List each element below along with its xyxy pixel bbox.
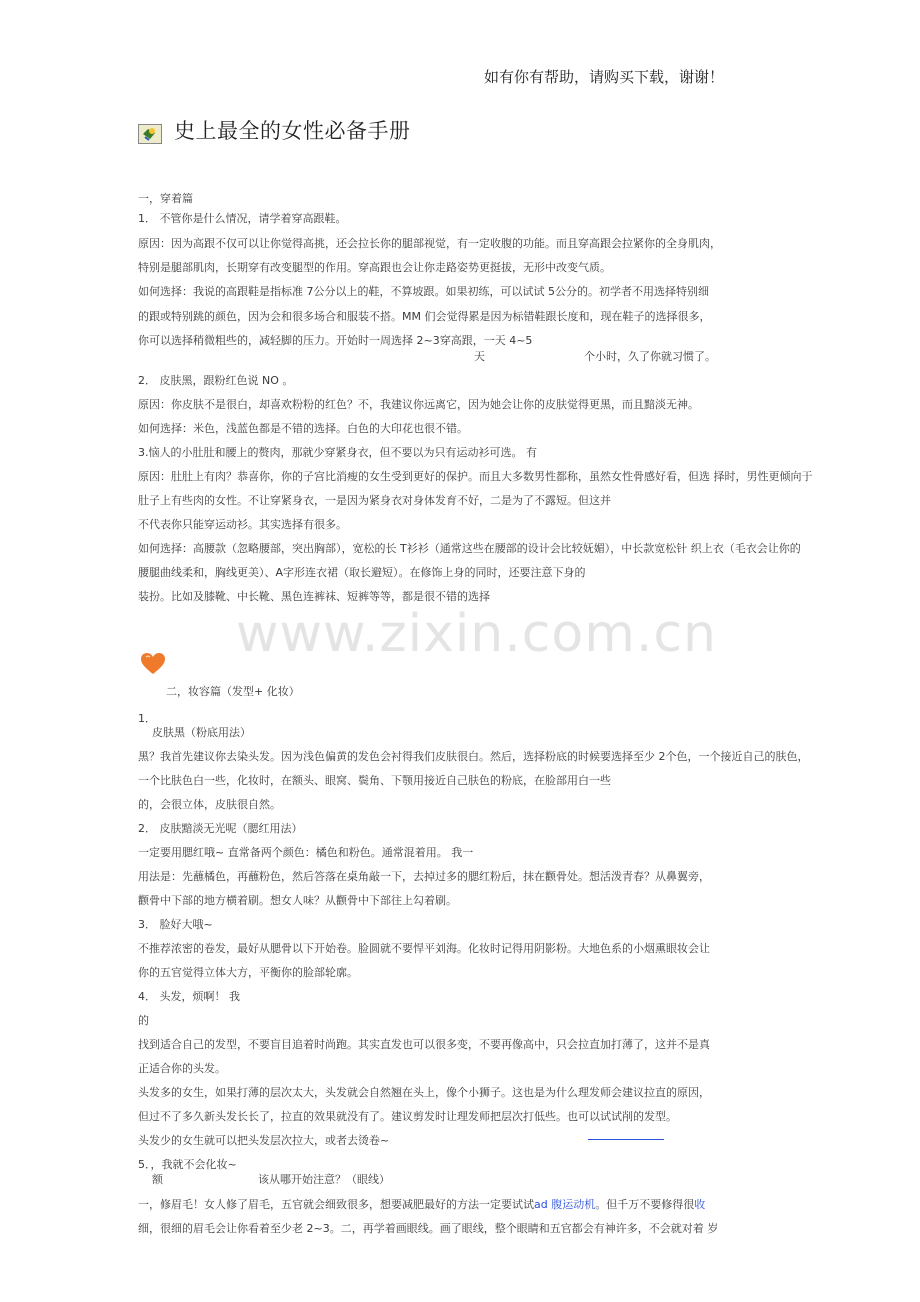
- item-number: 1．: [138, 712, 156, 725]
- paragraph-line: 一定要用腮红哦~ 直常备两个颜色：橘色和粉色。通常混着用。 我一: [138, 846, 474, 859]
- paragraph-line: 如何选择：高腰款（忽略腰部，突出胸部），宽松的长 T衫衫（通常这些在腰部的设计会比较妩媚），中长款宽松针 织上衣（毛衣会让你的: [138, 542, 801, 555]
- paragraph-line: 3.恼人的小肚肚和腰上的赘肉，那就少穿紧身衣，但不要以为只有运动衫可选。 有: [138, 446, 537, 459]
- paragraph-line: 用法是：先蘸橘色，再蘸粉色，然后答落在桌角敲一下，去掉过多的腮红粉后，抹在颧骨处。想活泼青春？从鼻翼旁，: [138, 870, 710, 883]
- paragraph-line: 头发少的女生就可以把头发层次拉大，或者去烫卷~: [138, 1134, 390, 1147]
- item-title: 皮肤黑（粉底用法）: [152, 726, 251, 739]
- paragraph-line: 一个比肤色白一些，化妆时，在额头、眼窝、鬓角、下颚用接近自己肤色的粉底，在脸部用白一些: [138, 774, 611, 787]
- paragraph-line: 原因：因为高跟不仅可以让你觉得高挑，还会拉长你的腿部视觉，有一定收腹的功能。而且穿高跟会拉紧你的全身肌肉，: [138, 237, 721, 250]
- paragraph-fragment: 天: [474, 350, 485, 363]
- paragraph-line: 5．，我就不会化妆~: [138, 1158, 237, 1171]
- document-icon: [138, 124, 162, 144]
- paragraph-line: 3． 脸好大哦~: [138, 918, 213, 931]
- paragraph-line: 如何选择：米色，浅蓝色都是不错的选择。白色的大印花也很不错。: [138, 422, 468, 435]
- ad-link[interactable]: ad 腹运动机: [534, 1198, 596, 1211]
- paragraph-line: 1． 不管你是什么情况，请学着穿高跟鞋。: [138, 212, 347, 225]
- section2-heading: 二，妆容篇（发型+ 化妆）: [166, 685, 300, 698]
- paragraph-line: 细，很细的眉毛会让你看着至少老 2~3。二，再学着画眼线。画了眼线，整个眼睛和五官都会有神许多，不会就对着 岁: [138, 1222, 719, 1235]
- paragraph-line: 正适合你的头发。: [138, 1062, 226, 1075]
- watermark: www.zixin.com.cn: [236, 604, 717, 664]
- header-note: 如有你有帮助，请购买下载，谢谢！: [483, 68, 724, 86]
- paragraph-line: 你的五官觉得立体大方，平衡你的脸部轮廓。: [138, 966, 358, 979]
- paragraph-line: 2． 皮肤黑，跟粉红色说 NO 。: [138, 374, 294, 387]
- paragraph-text: 一，修眉毛！女人修了眉毛，五官就会细致很多，想要减肥最好的方法一定要试试: [138, 1198, 534, 1211]
- paragraph-fragment: 额: [152, 1173, 163, 1186]
- section1-heading: 一，穿着篇: [138, 192, 193, 205]
- paragraph-line: 原因：肚肚上有肉？恭喜你，你的子宫比消瘦的女生受到更好的保护。而且大多数男性都称，虽然女性骨感好看，但选 择时，男性更倾向于: [138, 470, 813, 483]
- paragraph-fragment: 个小时，久了你就习惯了。: [584, 350, 716, 363]
- paragraph-line: 颧骨中下部的地方横着刷。想女人味？从颧骨中下部往上勾着刷。: [138, 894, 457, 907]
- ad-link[interactable]: 收: [694, 1198, 706, 1211]
- paragraph-line: 腰腿曲线柔和，胸线更美）、A字形连衣裙（取长避短）。在修饰上身的同时，还要注意下身的: [138, 566, 586, 579]
- paragraph-line: 不推荐浓密的卷发，最好从腮骨以下开始卷。脸圆就不要悍平刘海。化妆时记得用阴影粉。大地色系的小烟熏眼妆会让: [138, 942, 710, 955]
- heart-icon: [140, 652, 166, 676]
- underline-divider: [588, 1139, 664, 1140]
- paragraph-line: 的跟或特别跳的颜色，因为会和很多场合和服装不搭。MM 们会觉得累是因为标错鞋跟长度和，现在鞋子的选择很多，: [138, 310, 711, 323]
- paragraph-line: 不代表你只能穿运动衫。其实选择有很多。: [138, 518, 347, 531]
- paragraph-line: 4． 头发，烦啊！ 我: [138, 990, 240, 1003]
- paragraph-line: 的: [138, 1014, 149, 1027]
- paragraph-line: 2． 皮肤黯淡无光呢（腮红用法）: [138, 822, 303, 835]
- paragraph-line: 原因：你皮肤不是很白，却喜欢粉粉的红色？不，我建议你远离它，因为她会让你的皮肤觉得更黑，而且黯淡无神。: [138, 398, 699, 411]
- paragraph-line: 的，会很立体，皮肤很自然。: [138, 798, 281, 811]
- paragraph-line: 头发多的女生，如果打薄的层次太大，头发就会自然翘在头上，像个小狮子。这也是为什么理发师会建议拉直的原因，: [138, 1086, 710, 1099]
- paragraph-line: 黑？我首先建议你去染头发。因为浅色偏黄的发色会衬得我们皮肤很白。然后，选择粉底的时候要选择至少 2个色，一个接近自己的肤色，: [138, 750, 809, 763]
- paragraph-line: 装扮。比如及膝靴、中长靴、黑色连裤袜、短裤等等，都是很不错的选择: [138, 590, 490, 603]
- paragraph-line: [138, 1198, 705, 1212]
- paragraph-line: 但过不了多久新头发长长了，拉直的效果就没有了。建议剪发时让理发师把层次打低些。也可以试试削的发型。: [138, 1110, 677, 1123]
- paragraph-line: 肚子上有些肉的女性。不让穿紧身衣，一是因为紧身衣对身体发育不好，二是为了不露短。但这并: [138, 494, 611, 507]
- paragraph-fragment: 该从哪开始注意？（眼线）: [258, 1173, 390, 1186]
- page-title: 史上最全的女性必备手册: [174, 119, 411, 143]
- paragraph-line: 你可以选择稍微粗些的，减轻脚的压力。开始时一周选择 2~3穿高跟，一天 4~5: [138, 334, 533, 347]
- paragraph-text: 。但千万不要修得很: [595, 1198, 695, 1211]
- paragraph-line: 找到适合自己的发型，不要盲目追着时尚跑。其实直发也可以很多变，不要再像高中，只会拉直加打薄了，这并不是真: [138, 1038, 710, 1051]
- paragraph-line: 特别是腿部肌肉，长期穿有改变腿型的作用。穿高跟也会让你走路姿势更挺拔，无形中改变气质。: [138, 261, 611, 274]
- paragraph-line: 如何选择：我说的高跟鞋是指标准 7公分以上的鞋，不算坡跟。如果初练，可以试试 5公分的。初学者不用选择特别细: [138, 285, 709, 298]
